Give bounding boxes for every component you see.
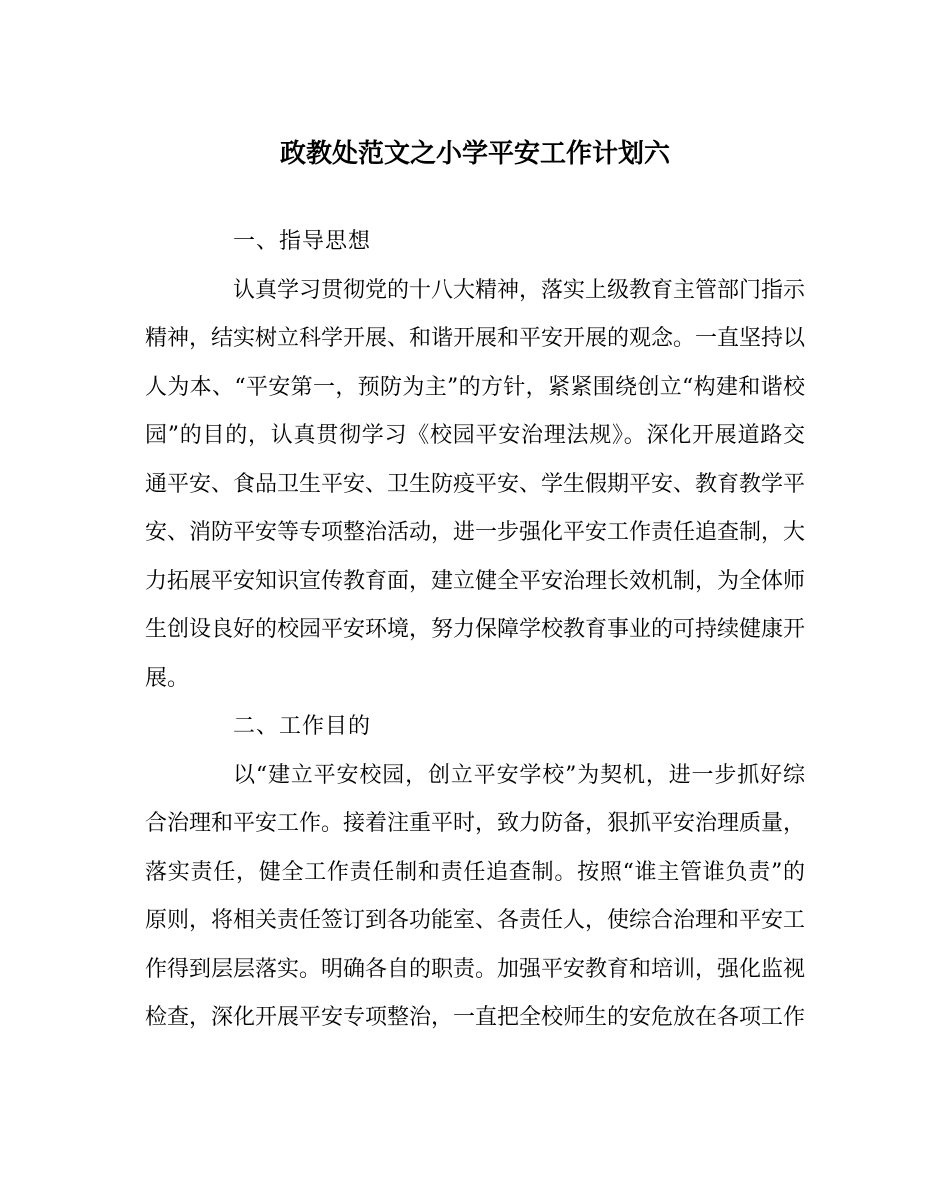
section-heading-guiding-ideology: 一、指导思想 <box>233 229 372 254</box>
section-paragraph-guiding-ideology: 认真学习贯彻党的十八大精神，落实上级教育主管部门指示精神，结实树立科学开展、和谐开展和平安开展的观念。一直坚持以人为本、“平安第一，预防为主”的方针，紧紧围绕创立“构建和谐校园”的目的，认真贯彻学习《校园平安治理法规》。深化开展道路交通平安、食品卫生平安、卫生防疫平安、学生假期平安、教育教学平安、消防平安等专项整治活动，进一步强化平安工作责任追查制，大力拓展平安知识宣传教育面，建立健全平安治理长效机制，为全体师生创设良好的校园平安环境，努力保障学校教育事业的可持续健康开展。 <box>145 277 806 691</box>
document-title: 政教处范文之小学平安工作计划六 <box>279 139 670 169</box>
section-heading-work-goals: 二、工作目的 <box>233 714 372 739</box>
section-paragraph-work-goals: 以“建立平安校园，创立平安学校”为契机，进一步抓好综合治理和平安工作。接着注重平时，致力防备，狠抓平安治理质量，落实责任，健全工作责任制和责任追查制。按照“谁主管谁负责”的原则，将相关责任签订到各功能室、各责任人，使综合治理和平安工作得到层层落实。明确各自的职责。加强平安教育和培训，强化监视检查，深化开展平安专项整治，一直把全校师生的安危放在各项工作 <box>145 762 806 1030</box>
document-body <box>145 218 805 1043</box>
